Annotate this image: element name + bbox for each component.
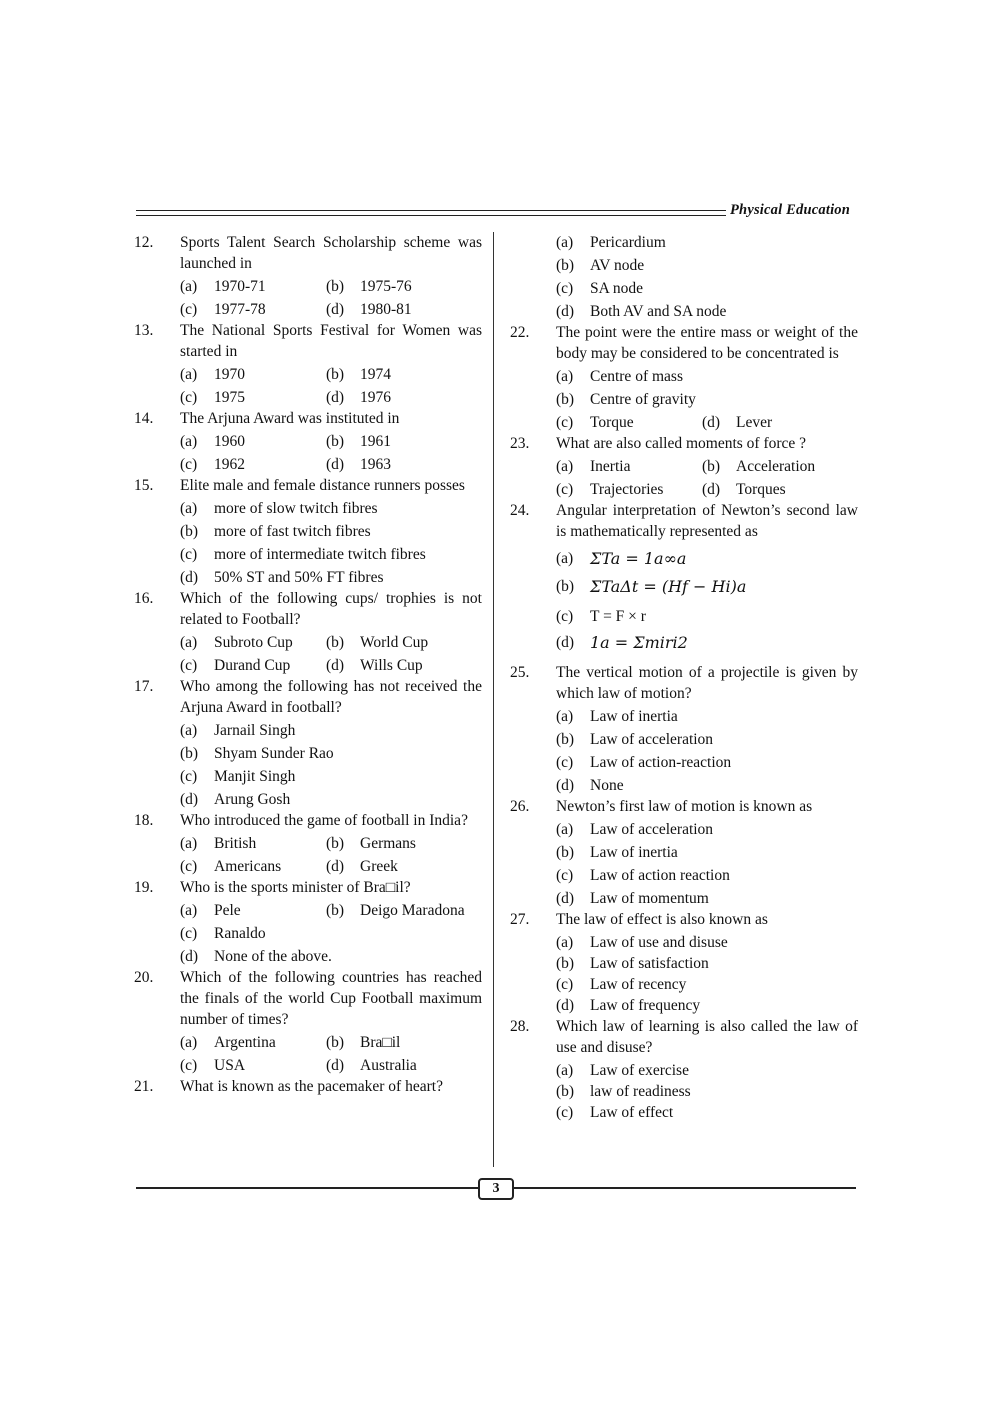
- option: (c) T = F × r: [556, 608, 646, 625]
- option: (b) 1975-76: [326, 278, 412, 295]
- option: (b) Law of inertia: [556, 844, 678, 861]
- option: (b) 1974: [326, 366, 391, 383]
- option: (a) more of slow twitch fibres: [180, 500, 378, 517]
- option: (c) Manjit Singh: [180, 768, 296, 785]
- question-number: 28.: [510, 1018, 530, 1035]
- options: [134, 364, 482, 408]
- question-text: Elite male and female distance runners posses: [180, 477, 465, 494]
- question: [134, 475, 482, 496]
- option: (a) 1970-71: [180, 278, 266, 295]
- option: (c) Ranaldo: [180, 925, 266, 942]
- question: [510, 322, 858, 364]
- option: (b) Law of satisfaction: [556, 955, 709, 972]
- option: (b) ΣTaΔt = (Hf − Hi)a: [556, 576, 746, 604]
- options: [510, 456, 858, 500]
- question-text: What is known as the pacemaker of heart?: [180, 1078, 443, 1095]
- options: [510, 819, 858, 909]
- option: (a) Centre of mass: [556, 368, 683, 385]
- running-header-title: Physical Education: [730, 202, 851, 218]
- option: (b) 1961: [326, 433, 391, 450]
- left-column: [134, 232, 482, 1099]
- question: [510, 433, 858, 454]
- option: (a) Law of acceleration: [556, 821, 714, 838]
- option: (d) None of the above.: [180, 948, 332, 965]
- question-number: 27.: [510, 911, 530, 928]
- question: [510, 796, 858, 817]
- question-number: 21.: [134, 1078, 154, 1095]
- option: (a) Inertia: [556, 458, 631, 475]
- option: (a) ΣTa = 1a∞a: [556, 548, 686, 574]
- question: [134, 1076, 482, 1097]
- options: [134, 632, 482, 676]
- option: (a) Argentina: [180, 1034, 276, 1051]
- options: [134, 431, 482, 475]
- option: (a) Subroto Cup: [180, 634, 293, 651]
- option: (a) 1970: [180, 366, 245, 383]
- footer-rule-left: [136, 1187, 478, 1189]
- right-column: [510, 232, 858, 1123]
- question-text: The Arjuna Award was instituted in: [180, 410, 400, 427]
- option: (a) 1960: [180, 433, 245, 450]
- options: [510, 706, 858, 796]
- options: [510, 232, 858, 322]
- question-number: 15.: [134, 477, 154, 494]
- question: [134, 408, 482, 429]
- question-number: 13.: [134, 322, 154, 339]
- option: (a) Law of use and disuse: [556, 934, 728, 951]
- option: (a) Law of inertia: [556, 708, 678, 725]
- question-number: 16.: [134, 590, 154, 607]
- question: [134, 320, 482, 362]
- question: [134, 877, 482, 898]
- question-number: 26.: [510, 798, 530, 815]
- options: [134, 833, 482, 877]
- option: (b) World Cup: [326, 634, 429, 651]
- option: (b) Centre of gravity: [556, 391, 696, 408]
- option: (b) Shyam Sunder Rao: [180, 745, 334, 762]
- question: [510, 1016, 858, 1058]
- option: (d) Both AV and SA node: [556, 303, 727, 320]
- question-text: The National Sports Festival for Women was started in: [180, 322, 482, 360]
- column-divider: [493, 232, 494, 1167]
- option: (d) Wills Cup: [326, 657, 423, 674]
- question-number: 17.: [134, 678, 154, 695]
- question-text: Sports Talent Search Scholarship scheme was launched in: [180, 234, 482, 272]
- option: (c) USA: [180, 1057, 246, 1074]
- option: (d) Torques: [702, 481, 786, 498]
- option: (c) 1962: [180, 456, 245, 473]
- option: (c) Law of action reaction: [556, 867, 730, 884]
- option: (d) 1963: [326, 456, 391, 473]
- question-number: 14.: [134, 410, 154, 427]
- option: (c) Law of effect: [556, 1104, 674, 1121]
- option: (c) Torque: [556, 414, 634, 431]
- option: (c) Trajectories: [556, 481, 664, 498]
- option: (d) None: [556, 777, 624, 794]
- option: (a) Jarnail Singh: [180, 722, 296, 739]
- options: [134, 276, 482, 320]
- question: [510, 909, 858, 930]
- question-text: Angular interpretation of Newton’s second law is mathematically represented as: [556, 502, 858, 540]
- header-rule: [136, 210, 726, 218]
- option: (d) 1980-81: [326, 301, 412, 318]
- question-number: 20.: [134, 969, 154, 986]
- question-text: The vertical motion of a projectile is given by which law of motion?: [556, 664, 858, 702]
- option: (b) more of fast twitch fibres: [180, 523, 371, 540]
- option: (d) 50% ST and 50% FT fibres: [180, 569, 384, 586]
- option: (d) 1976: [326, 389, 391, 406]
- question-text: The point were the entire mass or weight of the body may be considered to be concentrated is: [556, 324, 858, 362]
- option: (b) Law of acceleration: [556, 731, 714, 748]
- option: (a) British: [180, 835, 257, 852]
- question-text: What are also called moments of force ?: [556, 435, 807, 452]
- option: (a) Law of exercise: [556, 1062, 689, 1079]
- question-text: Which of the following countries has reached the finals of the world Cup Football maximum number of times?: [180, 969, 482, 1028]
- question-text: Who introduced the game of football in India?: [180, 812, 468, 829]
- formula: 1a = Σmiri2: [590, 633, 688, 652]
- question: [510, 500, 858, 542]
- question: [134, 588, 482, 630]
- question-number: 25.: [510, 664, 530, 681]
- option: (c) 1977-78: [180, 301, 266, 318]
- question: [134, 967, 482, 1030]
- formula: ΣTaΔt = (Hf − Hi)a: [590, 577, 747, 596]
- option: (d) Law of momentum: [556, 890, 709, 907]
- question: [134, 676, 482, 718]
- footer-rule-right: [512, 1187, 856, 1189]
- question-number: 24.: [510, 502, 530, 519]
- option: (d) Arung Gosh: [180, 791, 291, 808]
- option: (b) Deigo Maradona: [326, 902, 465, 919]
- option: (d) Lever: [702, 414, 773, 431]
- option: (b) Acceleration: [702, 458, 816, 475]
- option: (d) Law of frequency: [556, 997, 701, 1014]
- options: [510, 932, 858, 1016]
- page-number: 3: [478, 1178, 514, 1200]
- option: (b) Germans: [326, 835, 416, 852]
- option: (d) Greek: [326, 858, 398, 875]
- question-text: Newton’s first law of motion is known as: [556, 798, 813, 815]
- question: [510, 662, 858, 704]
- option: (c) 1975: [180, 389, 245, 406]
- question-text: Which law of learning is also called the law of use and disuse?: [556, 1018, 858, 1056]
- option: (d) 1a = Σmiri2: [556, 632, 688, 660]
- question-text: Who is the sports minister of Bra□il?: [180, 879, 411, 896]
- option: (c) Durand Cup: [180, 657, 291, 674]
- question-number: 12.: [134, 234, 154, 251]
- option: (c) SA node: [556, 280, 643, 297]
- option: (c) more of intermediate twitch fibres: [180, 546, 426, 563]
- question-text: The law of effect is also known as: [556, 911, 768, 928]
- options: [134, 498, 482, 588]
- question-text: Who among the following has not received the Arjuna Award in football?: [180, 678, 482, 716]
- option: (a) Pericardium: [556, 234, 666, 251]
- options: [510, 548, 858, 660]
- question: [134, 810, 482, 831]
- option: (b) Bra□il: [326, 1034, 401, 1051]
- question-number: 19.: [134, 879, 154, 896]
- options: [510, 366, 858, 433]
- question: [134, 232, 482, 274]
- question-text: Which of the following cups/ trophies is not related to Football?: [180, 590, 482, 628]
- option: (b) law of readiness: [556, 1083, 691, 1100]
- options: [510, 1060, 858, 1123]
- options: [134, 1032, 482, 1076]
- option: (c) Americans: [180, 858, 282, 875]
- option: (a) Pele: [180, 902, 241, 919]
- option: (c) Law of recency: [556, 976, 687, 993]
- options: [134, 720, 482, 810]
- option: (d) Australia: [326, 1057, 417, 1074]
- question-number: 23.: [510, 435, 530, 452]
- option: (b) AV node: [556, 257, 645, 274]
- question-number: 18.: [134, 812, 154, 829]
- formula: ΣTa = 1a∞a: [590, 549, 687, 568]
- option: (c) Law of action-reaction: [556, 754, 732, 771]
- question-number: 22.: [510, 324, 530, 341]
- options: [134, 900, 482, 967]
